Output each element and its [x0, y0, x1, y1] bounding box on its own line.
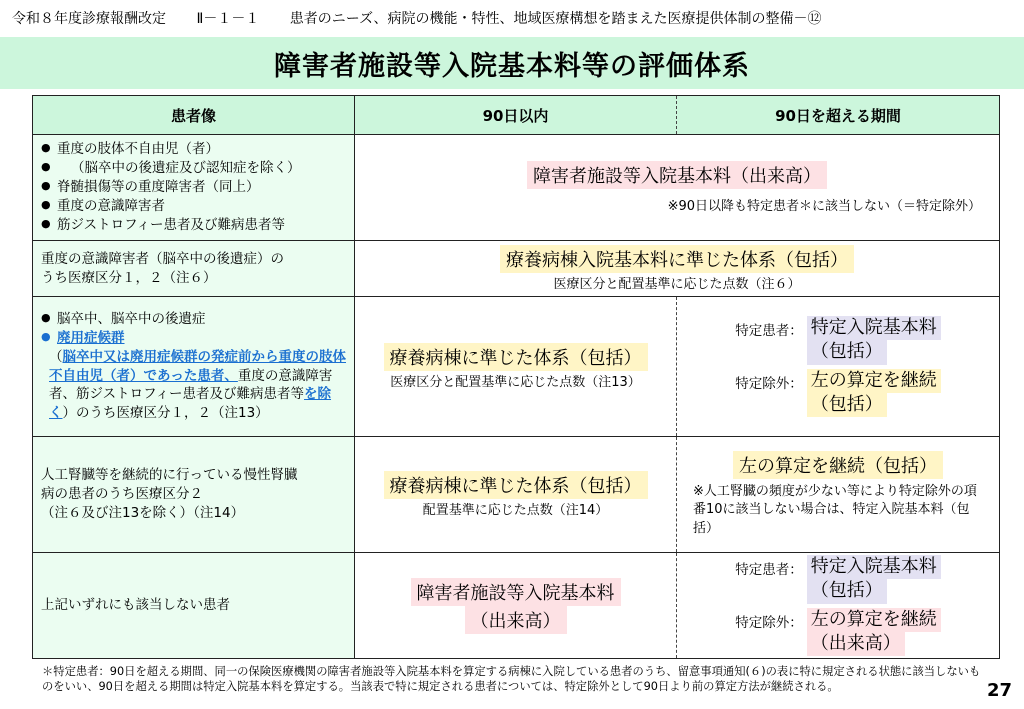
fee-note: 医療区分と配置基準に応じた点数（注13） [390, 375, 641, 390]
table-row [33, 297, 1000, 437]
patient-text: （注６及び注13を除く）（注14） [41, 504, 245, 521]
col-patient: 患者像 [33, 96, 355, 135]
patient-text: 重度の意識障害者（脳卒中の後遺症）の [41, 250, 284, 267]
title-bar [0, 37, 1024, 89]
page-number: 27 [986, 680, 1012, 701]
table-row [33, 135, 1000, 241]
patient-cell [33, 135, 355, 241]
patient-text: 人工腎臓等を継続的に行っている慢性腎臓 [41, 467, 298, 484]
patient-cell [33, 553, 355, 659]
list-item: ● 廃用症候群 [41, 329, 346, 348]
table-row [33, 553, 1000, 659]
fee-note: ※90日以降も特定患者＊に該当しない（＝特定除外） [667, 199, 981, 214]
fee-label: 左の算定を継続（包括） [733, 451, 943, 479]
fee-label: 療養病棟入院基本料に準じた体系（包括） [500, 245, 854, 273]
exclusion-text: （脳卒中又は廃用症候群の発症前から重度の肢体不自由児（者）であった患者、重度の意識障害者、筋ジストロフィー患者及び難病患者等を除く）のうち医療区分１，２（注13） [49, 348, 346, 422]
revision-label: 令和８年度診療報酬改定 [12, 11, 166, 27]
fee-cell-within [355, 553, 677, 659]
section-number: Ⅱ－１－１ [196, 11, 260, 27]
fee-cell [355, 241, 1000, 297]
page-title: 障害者施設等入院基本料等の評価体系 [274, 50, 750, 82]
excluded-value: 左の算定を継続 （包括） [807, 369, 941, 418]
fee-cell-over [677, 437, 1000, 553]
fee-label: 療養病棟に準じた体系（包括） [384, 471, 648, 499]
patient-text: 病の患者のうち医療区分２ [41, 486, 203, 503]
fee-note: ※人工腎臓の頻度が少ない等により特定除外の項番10に該当しない場合は、特定入院基本料（包括） [693, 484, 977, 536]
footnote: ＊特定患者：90日を超える期間、同一の保険医療機関の障害者施設等入院基本料を算定する病棟に入院している患者のうち、留意事項通知(６)の表に特に規定される状態に該当しないものをいい、90日を超える期間は特定入院基本料を算定する。当該表で特に規定される患者については、特定除外として90日より前の算定方法が継続される。 [42, 665, 981, 694]
fee-label: （出来高） [465, 606, 567, 634]
list-subitem: ● （脳卒中の後遺症及び認知症を除く） [41, 159, 346, 178]
table-row [33, 437, 1000, 553]
excluded-label: 特定除外： [735, 375, 803, 392]
list-item: ● 重度の肢体不自由児（者） [41, 140, 346, 159]
patient-cell [33, 241, 355, 297]
list-item: ● 重度の意識障害者 [41, 197, 346, 216]
fee-label: 障害者施設等入院基本料（出来高） [527, 161, 827, 189]
patient-text: うち医療区分１，２（注６） [41, 269, 217, 286]
fee-label: 療養病棟に準じた体系（包括） [384, 343, 648, 371]
patient-cell [33, 437, 355, 553]
fee-label: 障害者施設等入院基本料 [411, 578, 621, 606]
list-item: ● 脊髄損傷等の重度障害者（同上） [41, 178, 346, 197]
specific-label: 特定患者： [735, 322, 803, 339]
fee-cell [355, 135, 1000, 241]
table-header-row [33, 96, 1000, 135]
specific-label: 特定患者： [735, 561, 803, 578]
fee-cell-within [355, 437, 677, 553]
specific-value: 特定入院基本料 （包括） [807, 555, 941, 604]
excluded-label: 特定除外： [735, 614, 803, 631]
fee-note: 配置基準に応じた点数（注14） [422, 503, 609, 518]
col-within-90: 90日以内 [355, 96, 677, 135]
specific-value: 特定入院基本料 （包括） [807, 316, 941, 365]
patient-text: 上記いずれにも該当しない患者 [41, 597, 230, 614]
topic-text: 患者のニーズ、病院の機能・特性、地域医療構想を踏まえた医療提供体制の整備－⑫ [289, 11, 822, 27]
fee-note: 医療区分と配置基準に応じた点数（注６） [553, 277, 801, 292]
list-item: ● 筋ジストロフィー患者及び難病患者等 [41, 216, 346, 235]
patient-cell [33, 297, 355, 437]
header-line [12, 8, 848, 28]
table-row [33, 241, 1000, 297]
excluded-value: 左の算定を継続 （出来高） [807, 608, 941, 657]
col-over-90: 90日を超える期間 [677, 96, 1000, 135]
fee-cell-within [355, 297, 677, 437]
fee-cell-over [677, 297, 1000, 437]
evaluation-table [32, 95, 1000, 659]
fee-cell-over [677, 553, 1000, 659]
list-item: ● 脳卒中、脳卒中の後遺症 [41, 310, 346, 329]
